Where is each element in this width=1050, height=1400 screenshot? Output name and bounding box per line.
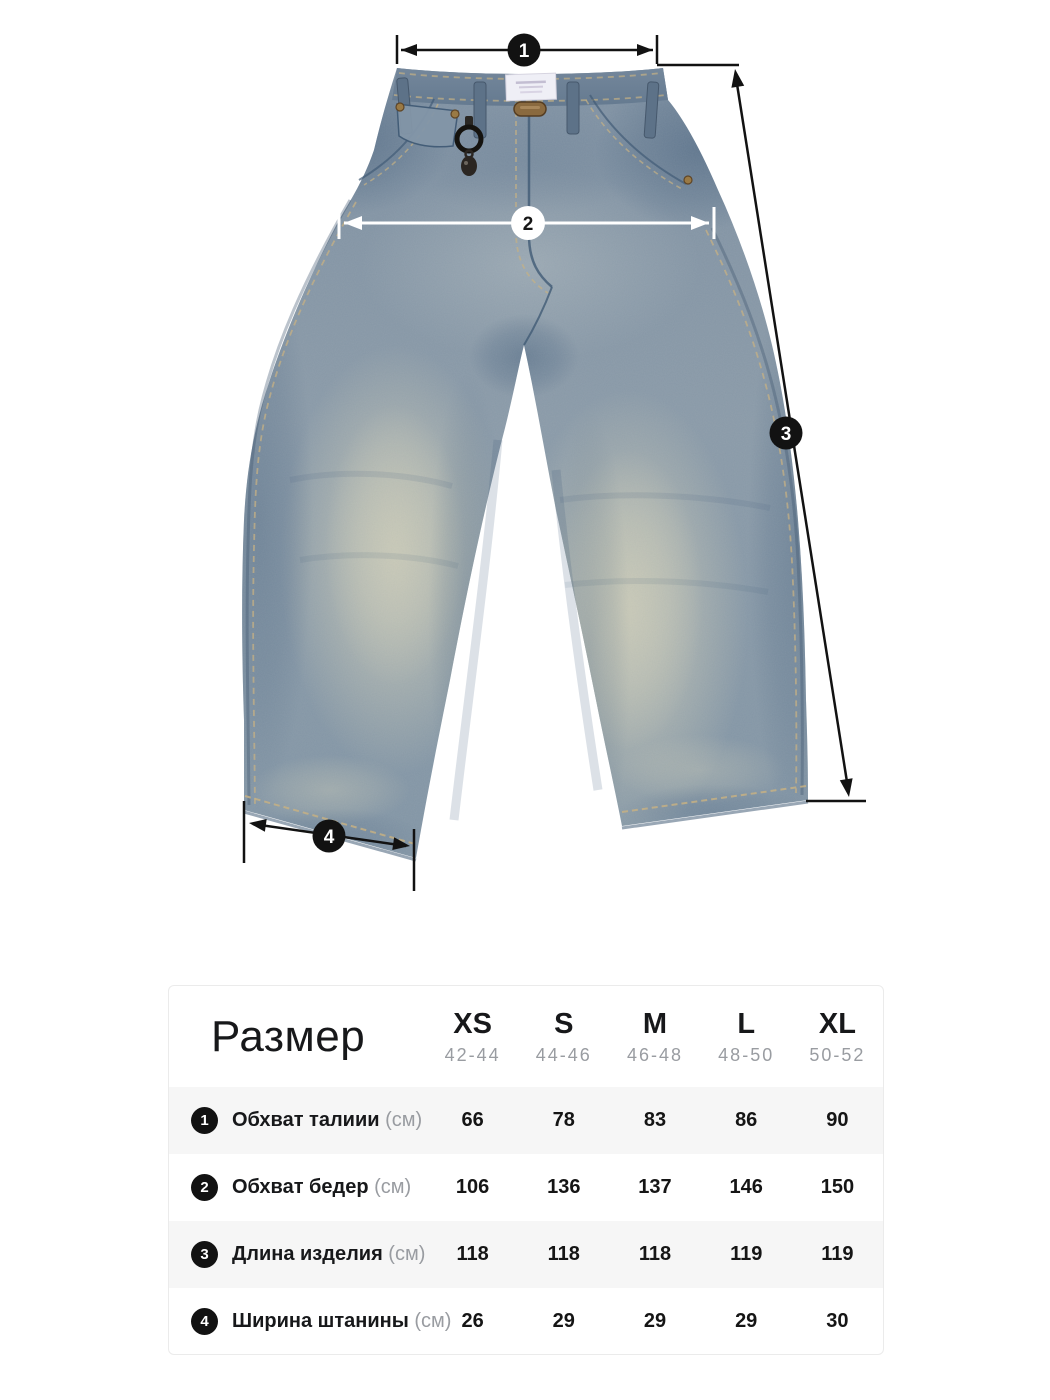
size-column-m (609, 1007, 700, 1065)
size-range: 42-44 (444, 1044, 501, 1065)
value-cell: 29 (735, 1310, 758, 1332)
value-cell: 118 (638, 1243, 672, 1265)
size-column-l (701, 1007, 792, 1065)
value-cell: 119 (821, 1243, 854, 1265)
measurement-3-number: 3 (780, 424, 792, 445)
row-header (169, 1174, 427, 1201)
arrowhead-left (401, 44, 417, 56)
value-cell: 118 (456, 1243, 489, 1265)
size-column-xs (427, 1007, 518, 1065)
value-cell: 86 (735, 1109, 758, 1131)
arrowhead-right (637, 44, 653, 56)
table-row-waist (169, 1087, 883, 1154)
row-number-badge: 3 (191, 1241, 218, 1268)
row-header (169, 1308, 452, 1335)
row-header (169, 1107, 427, 1134)
value-cell: 83 (643, 1109, 667, 1131)
row-unit: (см) (414, 1310, 452, 1332)
size-table-card (168, 985, 884, 1355)
arrowhead-top (731, 69, 744, 88)
row-unit: (см) (388, 1243, 426, 1265)
table-row-hips (169, 1154, 883, 1221)
row-number-badge: 4 (191, 1308, 218, 1335)
measurement-1-number: 1 (518, 41, 530, 62)
size-range: 50-52 (809, 1044, 866, 1065)
arrowhead-left (249, 819, 267, 832)
size-column-s (518, 1007, 609, 1065)
value-cell: 119 (730, 1243, 763, 1265)
value-cell: 26 (461, 1310, 484, 1332)
value-cell: 29 (643, 1310, 667, 1332)
table-row-leg-width (169, 1288, 883, 1355)
value-cell: 30 (826, 1310, 849, 1332)
size-table-header (169, 986, 883, 1087)
row-label: Обхват талиии (см) (232, 1109, 423, 1131)
row-number-badge: 1 (191, 1107, 218, 1134)
measurement-4-number: 4 (323, 827, 335, 848)
row-unit: (см) (385, 1109, 423, 1131)
size-label: XL (818, 1007, 856, 1040)
size-range: 44-46 (535, 1044, 592, 1065)
row-label: Длина изделия (см) (232, 1243, 426, 1265)
value-cell: 136 (547, 1176, 581, 1198)
size-label: L (737, 1007, 756, 1040)
value-cell: 137 (638, 1176, 672, 1198)
value-cell: 146 (729, 1176, 763, 1198)
value-cell: 90 (826, 1109, 849, 1131)
size-column-xl (792, 1007, 883, 1065)
row-unit: (см) (374, 1176, 412, 1198)
rivet (451, 110, 459, 118)
fly-button (514, 102, 546, 116)
value-cell: 66 (461, 1109, 484, 1131)
rivet (396, 103, 404, 111)
value-cell: 106 (455, 1176, 490, 1198)
rivet (684, 176, 692, 184)
row-header (169, 1241, 427, 1268)
row-label: Обхват бедер (см) (232, 1176, 412, 1198)
size-range: 46-48 (626, 1044, 684, 1065)
care-tag (506, 73, 557, 101)
measurement-1-waist (397, 34, 657, 67)
row-number-badge: 2 (191, 1174, 218, 1201)
size-label: M (642, 1007, 668, 1040)
table-row-length (169, 1221, 883, 1288)
value-cell: 29 (552, 1310, 575, 1332)
value-cell: 150 (820, 1176, 855, 1198)
value-cell: 118 (547, 1243, 580, 1265)
size-label: S (554, 1007, 574, 1040)
row-label: Ширина штанины (см) (232, 1310, 452, 1332)
size-table-title: Размер (211, 1011, 366, 1061)
value-cell: 78 (552, 1109, 575, 1131)
arrowhead-bottom (840, 778, 853, 797)
measurement-2-number: 2 (522, 214, 534, 235)
size-label: XS (453, 1007, 492, 1040)
size-range: 48-50 (718, 1044, 775, 1065)
